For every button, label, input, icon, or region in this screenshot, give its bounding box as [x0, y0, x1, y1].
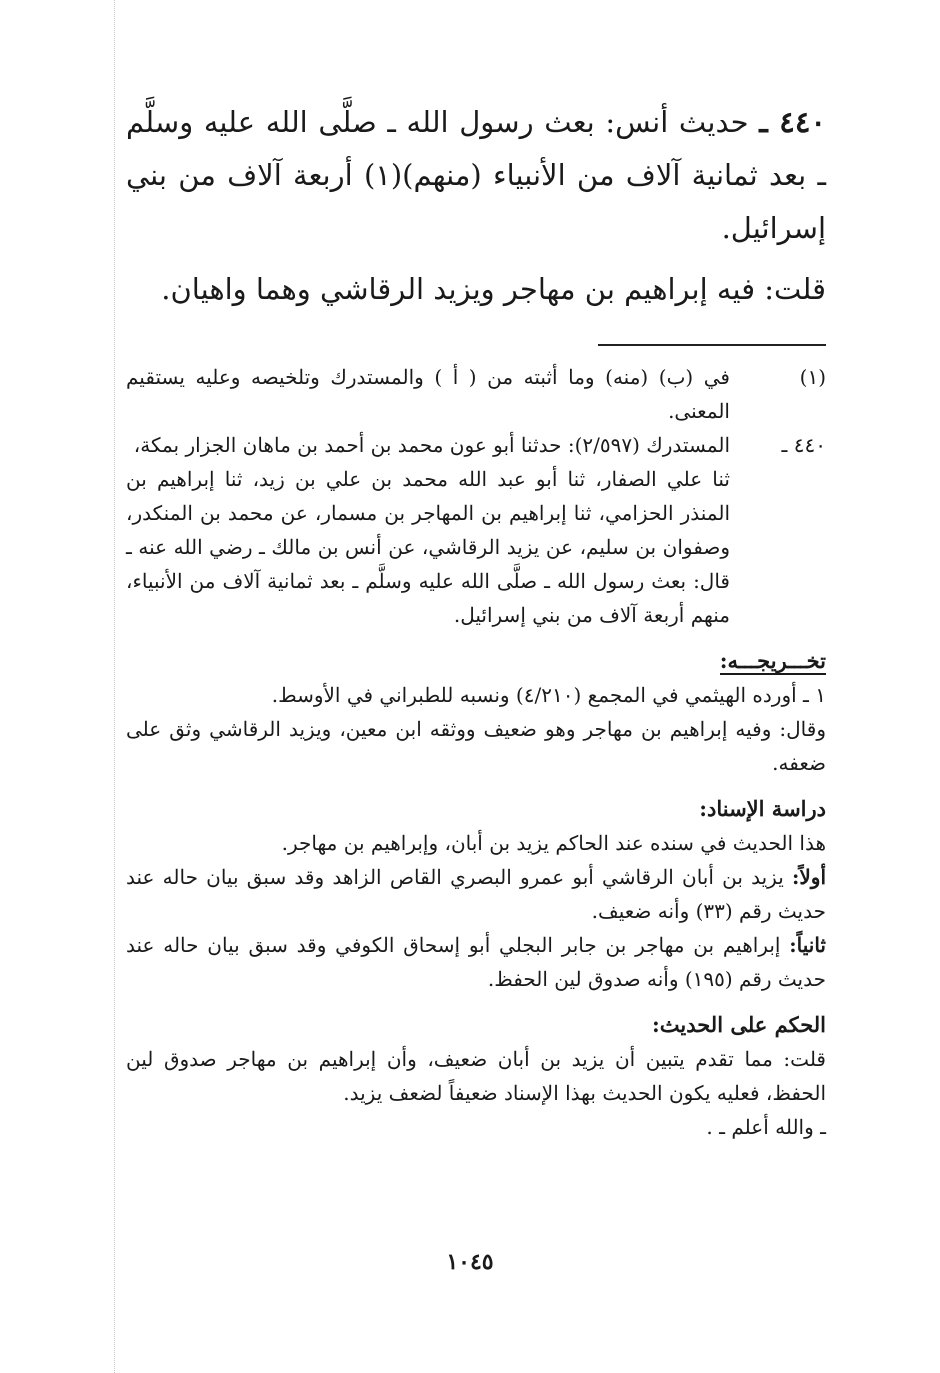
hukm-closing: ـ والله أعلم ـ . — [706, 1115, 826, 1139]
isnad-second-text: إبراهيم بن مهاجر بن جابر البجلي أبو إسحاق الكوفي وقد سبق بيان حاله عند حديث رقم (١٩٥) وأنه صدوق لين الحفظ. — [126, 933, 826, 991]
isnad-heading: دراسة الإسناد: — [699, 796, 826, 821]
takhrij-heading — [126, 644, 826, 678]
page-number: ١٠٤٥ — [446, 1249, 494, 1275]
footnote-1 — [126, 360, 826, 428]
isnad-second — [126, 928, 826, 996]
margin-dotted-rule — [114, 0, 115, 1373]
takhrij-heading-text: تخـــريجـــه: — [719, 648, 826, 673]
isnad-intro: هذا الحديث في سنده عند الحاكم يزيد بن أبان، وإبراهيم بن مهاجر. — [281, 831, 826, 855]
hadith-text — [126, 96, 826, 255]
hukm-text: قلت: مما تقدم يتبين أن يزيد بن أبان ضعيف، وأن إبراهيم بن مهاجر صدوق لين الحفظ، فعليه يكون الحديث بهذا الإسناد ضعيفاً لضعف يزيد. — [126, 1047, 826, 1105]
takhrij-line-1: ١ ـ أورده الهيثمي في المجمع (٤/٢١٠) ونسبه للطبراني في الأوسط. — [271, 683, 826, 707]
hadith-comment-text: فيه إبراهيم بن مهاجر ويزيد الرقاشي وهما واهيان. — [161, 272, 756, 306]
footnote-1-text: في (ب) (منه) وما أثبته من ( أ ) والمستدرك وتلخيصه وعليه يستقيم المعنى. — [126, 365, 730, 423]
isnad-first — [126, 860, 826, 928]
isnad-second-label: ثانياً: — [789, 933, 826, 957]
footnote-separator — [598, 344, 826, 346]
isnad-first-label: أولاً: — [792, 865, 827, 889]
page-content — [126, 96, 826, 1144]
isnad-first-text: يزيد بن أبان الرقاشي أبو عمرو البصري القاص الزاهد وقد سبق بيان حاله عند حديث رقم (٣٣) وأنه ضعيف. — [126, 865, 826, 923]
footnote-2-mark: ٤٤٠ ـ — [781, 433, 826, 457]
footnote-2-first-line: المستدرك (٢/٥٩٧): حدثنا أبو عون محمد بن أحمد بن ماهان الجزار بمكة، — [133, 433, 730, 457]
footnote-2-continuation: ثنا علي الصفار، ثنا أبو عبد الله محمد بن علي بن زيد، ثنا إبراهيم بن المنذر الحزامي، ثنا إبراهيم بن المهاجر بن مسمار، عن محمد بن المنكدر، وصفوان بن سليم، عن يزيد الرقاشي، عن أنس بن مالك ـ رضي الله عنه ـ قال: بعث رسول الله ـ صلَّى الله عليه وسلَّم ـ بعد ثمانية آلاف من الأنبياء، منهم أربعة آلاف من بني إسرائيل. — [126, 467, 730, 627]
footnote-1-mark: (١) — [799, 365, 826, 389]
hadith-comment-label: قلت: — [764, 272, 826, 306]
hadith-number: ٤٤٠ ـ — [759, 105, 826, 139]
hukm-heading: الحكم على الحديث: — [652, 1012, 826, 1037]
takhrij-line-2: وقال: وفيه إبراهيم بن مهاجر وهو ضعيف ووثقه ابن معين، ويزيد الرقاشي وثق على ضعفه. — [126, 717, 826, 775]
hadith-body: حديث أنس: بعث رسول الله ـ صلَّى الله عليه وسلَّم ـ بعد ثمانية آلاف من الأنبياء (منهم)(١) أربعة آلاف من بني إسرائيل. — [126, 105, 826, 245]
footnote-2 — [126, 428, 826, 462]
hadith-comment — [126, 263, 826, 316]
